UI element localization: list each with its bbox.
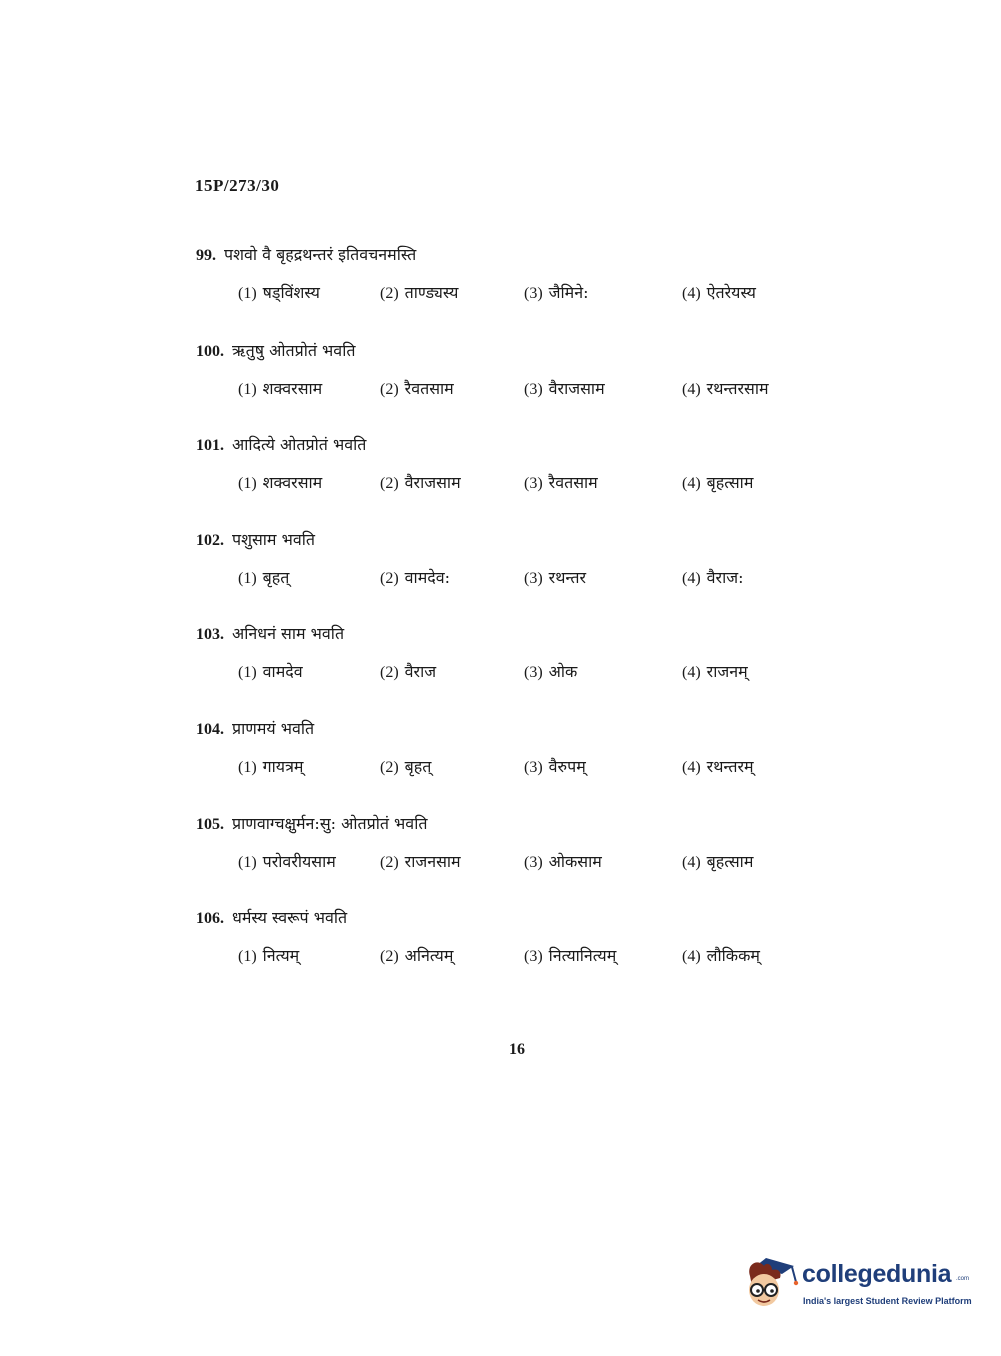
option-1 — [238, 566, 289, 588]
option-number: (1) — [238, 381, 257, 398]
question-number: 104. — [196, 721, 224, 738]
option-number: (1) — [238, 664, 257, 681]
question-number: 106. — [196, 910, 224, 927]
question-text: ऋतुषु ओतप्रोतं भवति — [232, 341, 356, 360]
question-text: प्राणवाग्चक्षुर्मन:सु: ओतप्रोतं भवति — [232, 814, 428, 833]
option-3 — [524, 377, 605, 399]
option-number: (1) — [238, 570, 257, 587]
option-text: ओक — [548, 662, 578, 681]
option-1 — [238, 850, 336, 872]
option-text: वैराज: — [706, 568, 744, 587]
option-text: राजनम् — [706, 662, 748, 681]
option-text: बृहत् — [262, 568, 290, 587]
option-number: (1) — [238, 854, 257, 871]
question-106 — [196, 906, 836, 968]
option-2 — [380, 281, 458, 303]
question-number: 103. — [196, 626, 224, 643]
option-number: (4) — [682, 664, 701, 681]
option-1 — [238, 660, 303, 682]
option-text: अनित्यम् — [404, 946, 454, 965]
option-text: राजनसाम — [404, 852, 461, 871]
option-2 — [380, 755, 431, 777]
option-number: (3) — [524, 854, 543, 871]
options-list — [196, 281, 836, 305]
option-2 — [380, 377, 454, 399]
option-number: (4) — [682, 759, 701, 776]
option-4 — [682, 566, 744, 588]
option-number: (2) — [380, 285, 399, 302]
brand-suffix: .com — [956, 1276, 970, 1282]
option-number: (4) — [682, 381, 701, 398]
question-102 — [196, 528, 836, 590]
options-list — [196, 755, 836, 779]
option-3 — [524, 566, 586, 588]
option-number: (3) — [524, 664, 543, 681]
option-number: (2) — [380, 664, 399, 681]
brand-name: collegedunia — [802, 1260, 952, 1288]
option-1 — [238, 281, 320, 303]
brand-tagline: India's largest Student Review Platform — [803, 1296, 972, 1306]
option-4 — [682, 944, 760, 966]
option-text: शक्वरसाम — [262, 473, 323, 492]
option-number: (3) — [524, 285, 543, 302]
options-list — [196, 944, 836, 968]
option-text: वैराज — [404, 662, 437, 681]
option-text: ओकसाम — [548, 852, 602, 871]
option-text: वैराजसाम — [404, 473, 461, 492]
question-number: 101. — [196, 437, 224, 454]
option-text: रथन्तरम् — [706, 757, 754, 776]
option-number: (2) — [380, 948, 399, 965]
option-4 — [682, 850, 753, 872]
option-text: नित्यम् — [262, 946, 300, 965]
option-text: शक्वरसाम — [262, 379, 323, 398]
option-number: (3) — [524, 475, 543, 492]
option-3 — [524, 660, 577, 682]
option-number: (1) — [238, 285, 257, 302]
option-number: (1) — [238, 948, 257, 965]
option-number: (3) — [524, 759, 543, 776]
option-text: जैमिने: — [548, 283, 589, 302]
question-text: आदित्ये ओतप्रोतं भवति — [232, 435, 367, 454]
options-list — [196, 566, 836, 590]
option-text: बृहत् — [404, 757, 432, 776]
option-text: ऐतरेयस्य — [706, 283, 756, 302]
option-number: (2) — [380, 759, 399, 776]
options-list — [196, 471, 836, 495]
options-list — [196, 660, 836, 684]
option-text: नित्यानित्यम् — [548, 946, 617, 965]
question-100 — [196, 339, 836, 401]
option-text: रथन्तर — [548, 568, 587, 587]
question-text: धर्मस्य स्वरूपं भवति — [232, 908, 348, 927]
question-103 — [196, 622, 836, 684]
options-list — [196, 850, 836, 874]
option-text: ताण्ड्यस्य — [404, 283, 459, 302]
option-number: (1) — [238, 759, 257, 776]
option-text: बृहत्साम — [706, 852, 754, 871]
option-number: (4) — [682, 285, 701, 302]
option-text: परोवरीयसाम — [262, 852, 336, 871]
page-code: 15P/273/30 — [195, 176, 280, 195]
option-number: (3) — [524, 570, 543, 587]
option-number: (4) — [682, 948, 701, 965]
question-number: 105. — [196, 816, 224, 833]
option-text: वामदेव — [262, 662, 303, 681]
option-text: रैवतसाम — [548, 473, 598, 492]
option-4 — [682, 755, 754, 777]
option-3 — [524, 944, 616, 966]
option-4 — [682, 281, 756, 303]
option-3 — [524, 850, 602, 872]
question-99 — [196, 243, 836, 305]
option-1 — [238, 944, 299, 966]
option-text: षड्विंशस्य — [262, 283, 320, 302]
option-4 — [682, 660, 748, 682]
mascot-icon — [742, 1252, 800, 1312]
question-text: पशुसाम भवति — [232, 530, 315, 549]
question-number: 102. — [196, 532, 224, 549]
option-number: (3) — [524, 948, 543, 965]
option-number: (1) — [238, 475, 257, 492]
option-text: रथन्तरसाम — [706, 379, 769, 398]
brand-logo[interactable] — [742, 1252, 972, 1314]
option-text: वैरुपम् — [548, 757, 586, 776]
option-3 — [524, 755, 586, 777]
question-105 — [196, 812, 836, 874]
option-1 — [238, 377, 322, 399]
option-2 — [380, 850, 461, 872]
option-text: वैराजसाम — [548, 379, 605, 398]
option-3 — [524, 471, 598, 493]
option-2 — [380, 566, 450, 588]
option-text: बृहत्साम — [706, 473, 754, 492]
option-2 — [380, 660, 436, 682]
option-number: (4) — [682, 570, 701, 587]
option-3 — [524, 281, 589, 303]
options-list — [196, 377, 836, 401]
option-number: (4) — [682, 854, 701, 871]
option-text: वामदेव: — [404, 568, 451, 587]
question-number: 99. — [196, 247, 216, 264]
option-number: (2) — [380, 381, 399, 398]
option-4 — [682, 471, 753, 493]
option-2 — [380, 944, 453, 966]
option-4 — [682, 377, 769, 399]
option-2 — [380, 471, 461, 493]
page-number: 16 — [509, 1041, 525, 1058]
option-number: (2) — [380, 475, 399, 492]
question-101 — [196, 433, 836, 495]
question-104 — [196, 717, 836, 779]
option-number: (3) — [524, 381, 543, 398]
question-number: 100. — [196, 343, 224, 360]
question-text: प्राणमयं भवति — [232, 719, 315, 738]
option-number: (2) — [380, 570, 399, 587]
option-1 — [238, 755, 304, 777]
question-text: पशवो वै बृहद्रथन्तरं इतिवचनमस्ति — [224, 245, 417, 264]
option-text: लौकिकम् — [706, 946, 760, 965]
option-number: (4) — [682, 475, 701, 492]
option-number: (2) — [380, 854, 399, 871]
option-text: गायत्रम् — [262, 757, 304, 776]
question-text: अनिधनं साम भवति — [232, 624, 345, 643]
option-1 — [238, 471, 322, 493]
option-text: रैवतसाम — [404, 379, 454, 398]
